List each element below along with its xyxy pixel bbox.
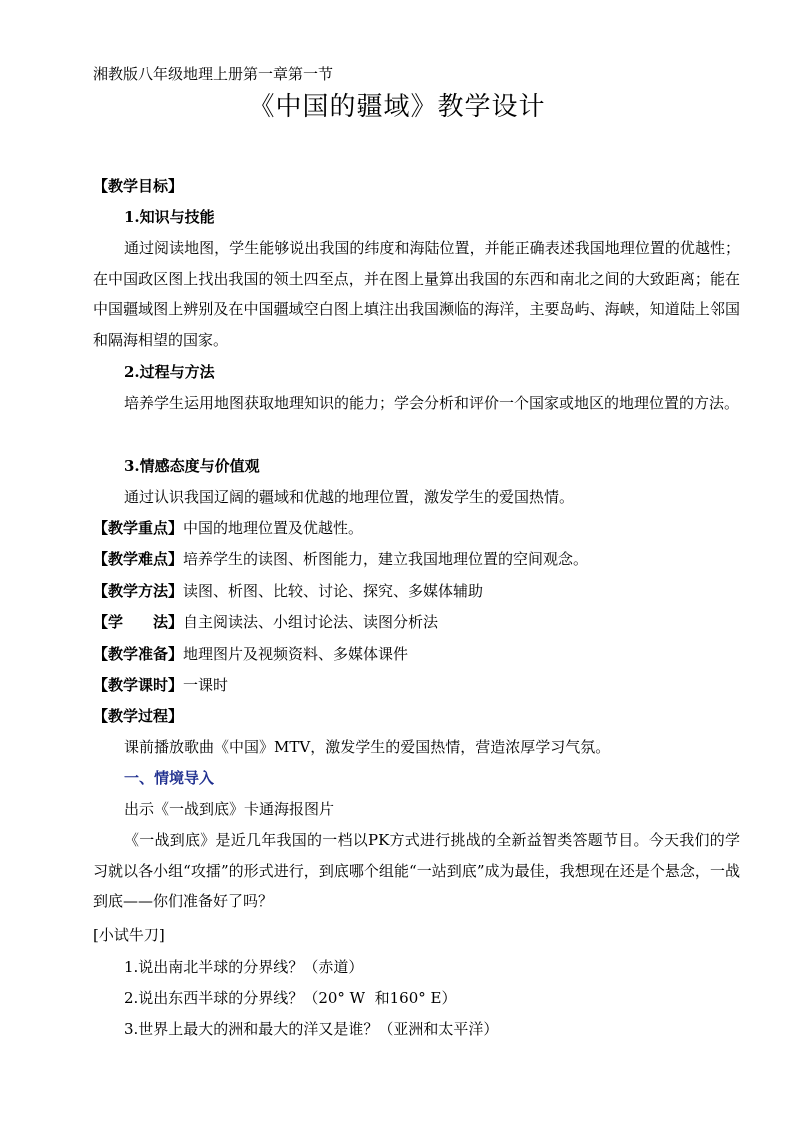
prep-value: 地理图片及视频资料、多媒体课件: [183, 645, 409, 663]
focus-value: 中国的地理位置及优越性。: [183, 519, 364, 537]
emotion-heading: 3.情感态度与价值观: [124, 457, 260, 475]
knowledge-heading: 1.知识与技能: [124, 208, 215, 226]
difficulty-value: 培养学生的读图、析图能力，建立我国地理位置的空间观念。: [183, 550, 589, 568]
hours-value: 一课时: [183, 676, 229, 694]
difficulty-label: 【教学难点】: [93, 550, 184, 568]
emotion-paragraph: 通过认识我国辽阔的疆域和优越的地理位置，激发学生的爱国热情。: [124, 488, 575, 506]
program-description: 《一战到底》是近几年我国的一档以PK方式进行挑战的全新益智类答题节目。今天我们的学习就以各小组“攻擂”的形式进行，到底哪个组能“一站到底”成为最佳，我想现在还是个悬念，一战到底——你们准备好了吗？: [93, 831, 740, 910]
quiz-heading: [小试牛刀]: [93, 926, 165, 944]
knowledge-paragraph: 通过阅读地图，学生能够说出我国的纬度和海陆位置，并能正确表述我国地理位置的优越性；在中国政区图上找出我国的领土四至点，并在图上量算出我国的东西和南北之间的大致距离；能在中国疆域图上辨别及在中国疆域空白图上填注出我国濒临的海洋，主要岛屿、海峡，知道陆上邻国和隔海相望的国家。: [93, 239, 740, 349]
method-value: 读图、析图、比较、讨论、探究、多媒体辅助: [183, 582, 484, 600]
section-number: 一、: [124, 769, 155, 787]
method-label: 【教学方法】: [93, 582, 184, 600]
objectives-heading: 【教学目标】: [93, 177, 184, 195]
method-row: [93, 581, 483, 601]
focus-row: [93, 518, 363, 538]
quiz-question-1: 1.说出南北半球的分界线？（赤道）: [124, 958, 364, 976]
study-row: [93, 612, 438, 632]
show-poster-line: 出示《一战到底》卡通海报图片: [124, 800, 335, 818]
study-label: 【学 法】: [93, 613, 184, 631]
focus-label: 【教学重点】: [93, 519, 184, 537]
section-heading: [124, 768, 214, 788]
hours-label: 【教学课时】: [93, 676, 184, 694]
difficulty-row: [93, 549, 588, 569]
prep-row: [93, 644, 408, 664]
teaching-process-heading: 【教学过程】: [93, 707, 184, 725]
hours-row: [93, 675, 228, 695]
process-method-paragraph: 培养学生运用地图获取地理知识的能力；学会分析和评价一个国家或地区的地理位置的方法。: [124, 394, 740, 412]
process-method-heading: 2.过程与方法: [124, 363, 215, 381]
page-title: 《中国的疆域》教学设计: [248, 92, 546, 122]
prep-label: 【教学准备】: [93, 645, 184, 663]
study-value: 自主阅读法、小组讨论法、读图分析法: [183, 613, 439, 631]
intro-line: 课前播放歌曲《中国》MTV，激发学生的爱国热情，营造浓厚学习气氛。: [124, 738, 611, 756]
document-subtitle: 湘教版八年级地理上册第一章第一节: [93, 65, 334, 83]
quiz-question-3: 3.世界上最大的洲和最大的洋又是谁？（亚洲和太平洋）: [124, 1020, 499, 1038]
section-title: 情境导入: [154, 769, 215, 787]
quiz-question-2: 2.说出东西半球的分界线？（20° W 和160° E）: [124, 989, 457, 1007]
